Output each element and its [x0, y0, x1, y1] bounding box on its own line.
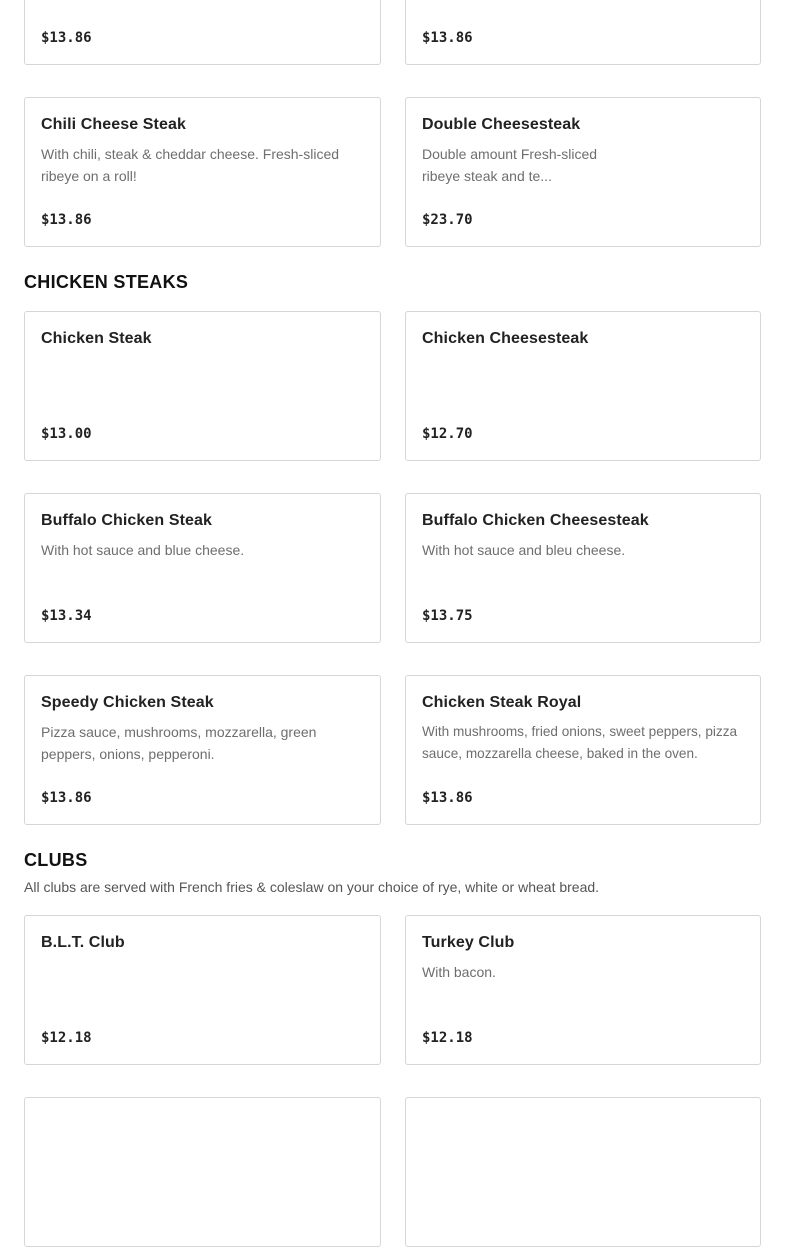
- item-description: Pizza sauce, mushrooms, mozzarella, green peppers, onions, pepperoni.: [41, 724, 317, 762]
- menu-item-card[interactable]: [405, 311, 761, 461]
- item-name: Chicken Steak Royal: [422, 694, 582, 711]
- menu-item-card[interactable]: [24, 311, 381, 461]
- item-description: With mushrooms, fried onions, sweet peppers, pizza sauce, mozzarella cheese, baked in the oven.: [422, 724, 738, 761]
- section-heading-clubs: CLUBS: [24, 850, 88, 870]
- item-name: Turkey Club: [422, 934, 515, 951]
- item-price: $13.86: [41, 212, 92, 228]
- section-heading-chicken-steaks: CHICKEN STEAKS: [24, 272, 189, 292]
- item-price: $13.86: [41, 30, 92, 46]
- menu-item-card[interactable]: [24, 675, 381, 825]
- item-name: Speedy Chicken Steak: [41, 694, 214, 711]
- item-price: $23.70: [422, 212, 473, 228]
- menu-item-card[interactable]: [405, 1097, 761, 1247]
- item-price: $12.18: [422, 1030, 473, 1046]
- item-name: Chicken Cheesesteak: [422, 330, 589, 347]
- menu-item-card[interactable]: [405, 675, 761, 825]
- item-price: $13.00: [41, 426, 92, 442]
- item-price: $13.34: [41, 608, 92, 624]
- menu-item-card[interactable]: [405, 0, 761, 65]
- menu-item-card[interactable]: [405, 493, 761, 643]
- item-price: $13.86: [422, 30, 473, 46]
- item-name: Double Cheesesteak: [422, 116, 581, 133]
- item-description: With hot sauce and blue cheese.: [41, 542, 245, 558]
- menu-item-card[interactable]: [24, 915, 381, 1065]
- item-price: $13.86: [422, 790, 473, 806]
- menu-item-card[interactable]: [24, 493, 381, 643]
- item-description: With hot sauce and bleu cheese.: [422, 542, 626, 558]
- item-name: B.L.T. Club: [41, 934, 125, 951]
- item-name: Buffalo Chicken Steak: [41, 512, 213, 529]
- menu-item-card[interactable]: [24, 1097, 381, 1247]
- item-name: Chicken Steak: [41, 330, 152, 347]
- item-name: Buffalo Chicken Cheesesteak: [422, 512, 649, 529]
- item-price: $12.18: [41, 1030, 92, 1046]
- section-note-clubs: All clubs are served with French fries & coleslaw on your choice of rye, white or wheat bread.: [24, 879, 600, 895]
- item-price: $13.86: [41, 790, 92, 806]
- menu-item-card[interactable]: [24, 97, 381, 247]
- menu-item-card[interactable]: [24, 0, 381, 65]
- item-price: $13.75: [422, 608, 473, 624]
- item-name: Chili Cheese Steak: [41, 116, 186, 133]
- item-description: Double amount Fresh-sliced ribeye steak and te...: [422, 146, 598, 184]
- item-description: With chili, steak & cheddar cheese. Fresh-sliced ribeye on a roll!: [41, 146, 340, 184]
- menu-item-card[interactable]: [405, 97, 761, 247]
- menu-item-card[interactable]: [405, 915, 761, 1065]
- item-price: $12.70: [422, 426, 473, 442]
- item-description: With bacon.: [422, 964, 496, 980]
